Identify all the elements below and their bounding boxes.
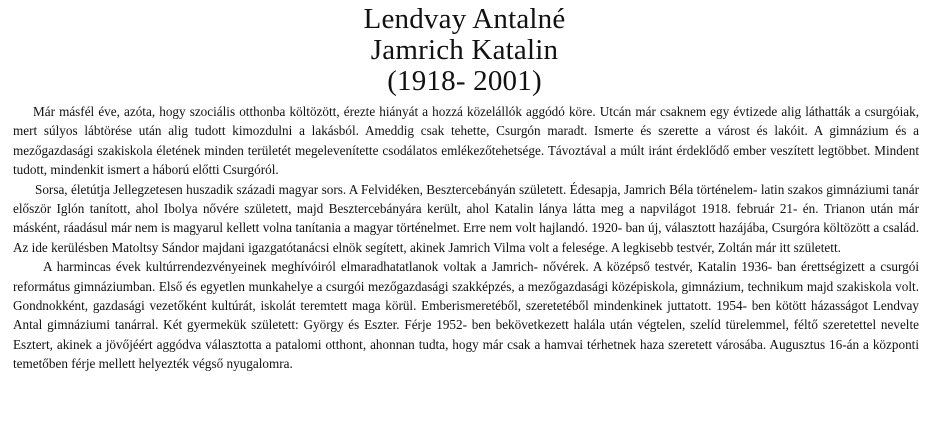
person-name: Lendvay Antalné (363, 3, 566, 35)
person-maiden-name: Jamrich Katalin (370, 34, 559, 66)
article-body (13, 102, 919, 374)
article-header (0, 4, 929, 97)
paragraph-1: Már másfél éve, azóta, hogy szociális otthonba költözött, érezte hiányát a hozzá közelállók aggódó köre. Utcán már csaknem egy évtizede alig láthatták a csurgóiak, mert súlyos lábtörése után alig tudott kimozdulni a lakásból. Ameddig csak tehette, Csurgón maradt. Ismerte és szerette a várost és lakóit. A gimnázium és a mezőgazdasági szakiskola életének minden területét megelevenítette csodálatos emlékezőtehetsége. Távoztával a múlt iránt érdeklődő ember veszített legtöbbet. Mindent tudott, mindenkit ismert a háború előtti Csurgóról. (13, 104, 919, 178)
paragraph-2: Sorsa, életútja Jellegzetesen huszadik századi magyar sors. A Felvidéken, Besztercebányán született. Édesapja, Jamrich Béla történelem- latin szakos gimnáziumi tanár először Iglón tanított, ahol Ibolya nővére született, majd Besztercebányára került, ahol Katalin lánya látta meg a napvilágot 1918. február 21- én. Trianon után már másként, ráadásul már nem is magyarul kellett volna tanítania a magyar történelmet. Erre nem volt hajlandó. 1920- ban új, választott hazájába, Csurgóra költözött a család. Az ide kerülésben Matoltsy Sándor majdani igazgatótanácsi elnök segített, akinek Jamrich Vilma volt a felesége. A legkisebb testvér, Zoltán már itt született. (13, 181, 919, 255)
person-years: (1918- 2001) (387, 65, 542, 97)
paragraph-3: A harmincas évek kultúrrendezvényeinek meghívóiról elmaradhatatlanok voltak a Jamrich- nővérek. A középső testvér, Katalin 1936- ban érettségizett a csurgói református gimnáziumban. Első és egyetlen munkahelye a csurgói mezőgazdasági szakképzés, a mezőgazdasági középiskola, gimnázium, technikum majd szakiskola volt. Gondnokként, gazdasági vezetőként kultúrát, iskolát teremtett maga körül. Emberismeretéből, szeretetéből mindenkinek juttatott. 1954- ben kötött házasságot Lendvay Antal gimnáziumi tanárral. Két gyermekük született: György és Eszter. Férje 1952- ben bekövetkezett halála után végtelen, szelíd türelemmel, féltő szeretettel nevelte Esztert, akinek a jövőjéért aggódva választotta a patalomi otthont, ahonnan tudta, hogy már csak a hamvai térhetnek haza szeretett városába. Augusztus 16-án a központi temetőben férje mellett helyezték végső nyugalomra. (13, 259, 919, 372)
